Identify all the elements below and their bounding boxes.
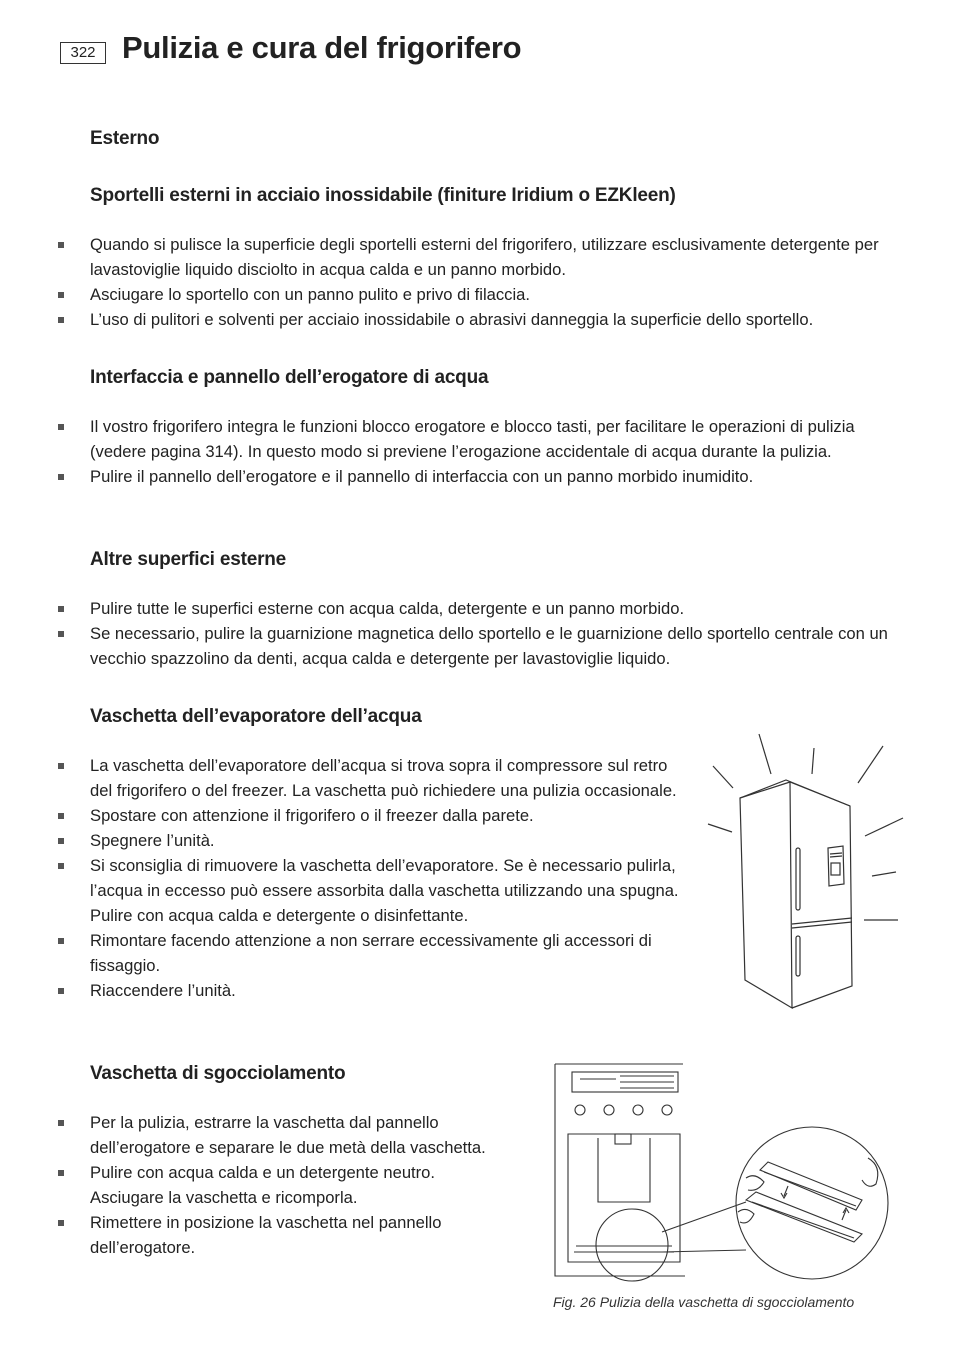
list-item: Rimettere in posizione la vaschetta nel pannello dell’erogatore. <box>58 1210 488 1260</box>
list-item: Quando si pulisce la superficie degli sportelli esterni del frigorifero, utilizzare esclusivamente detergente per lavastoviglie liquido disciolto in acqua calda e un panno morbido. <box>58 232 908 282</box>
list-item: Si sconsiglia di rimuovere la vaschetta dell’evaporatore. Se è necessario pulirla, l’acqua in eccesso può essere assorbita dalla vaschetta utilizzando una spugna. Pulire con acqua calda e detergente o disinfettante. <box>58 853 690 928</box>
list-item: Rimontare facendo attenzione a non serrare eccessivamente gli accessori di fissaggio. <box>58 928 690 978</box>
list-item: Riaccendere l’unità. <box>58 978 690 1003</box>
figure-caption: Fig. 26 Pulizia della vaschetta di sgocciolamento <box>553 1294 855 1310</box>
list-sportelli <box>58 232 908 332</box>
list-item: Asciugare lo sportello con un panno pulito e privo di filaccia. <box>58 282 908 307</box>
list-item: La vaschetta dell’evaporatore dell’acqua si trova sopra il compressore sul retro del frigorifero o del freezer. La vaschetta può richiedere una pulizia occasionale. <box>58 753 690 803</box>
heading-sportelli: Sportelli esterni in acciaio inossidabile (finiture Iridium o EZKleen) <box>90 185 676 206</box>
list-altre <box>58 596 888 671</box>
list-interfaccia <box>58 414 903 489</box>
list-item: Pulire il pannello dell’erogatore e il pannello di interfaccia con un panno morbido inumidito. <box>58 464 903 489</box>
fridge-illustration <box>700 728 910 1013</box>
list-evaporatore <box>58 753 690 1003</box>
list-item: Pulire tutte le superfici esterne con acqua calda, detergente e un panno morbido. <box>58 596 888 621</box>
list-item: Per la pulizia, estrarre la vaschetta dal pannello dell’erogatore e separare le due metà della vaschetta. <box>58 1110 488 1160</box>
page-number: 322 <box>60 42 106 64</box>
list-item: Spostare con attenzione il frigorifero o il freezer dalla parete. <box>58 803 690 828</box>
list-item: Spegnere l’unità. <box>58 828 690 853</box>
list-sgocciolamento <box>58 1110 488 1260</box>
heading-altre: Altre superfici esterne <box>90 549 287 570</box>
list-item: Se necessario, pulire la guarnizione magnetica dello sportello e le guarnizione dello sportello centrale con un vecchio spazzolino da denti, acqua calda e detergente per lavastoviglie liquido. <box>58 621 888 671</box>
heading-esterno: Esterno <box>90 128 160 149</box>
page-title: Pulizia e cura del frigorifero <box>122 30 522 65</box>
heading-interfaccia: Interfaccia e pannello dell’erogatore di acqua <box>90 367 489 388</box>
list-item: Il vostro frigorifero integra le funzioni blocco erogatore e blocco tasti, per facilitare le operazioni di pulizia (vedere pagina 314). In questo modo si previene l’erogazione accidentale di acqua durante la pulizia. <box>58 414 903 464</box>
heading-sgocciolamento: Vaschetta di sgocciolamento <box>90 1063 346 1084</box>
heading-evaporatore: Vaschetta dell’evaporatore dell’acqua <box>90 706 422 727</box>
list-item: L’uso di pulitori e solventi per acciaio inossidabile o abrasivi danneggia la superficie dello sportello. <box>58 307 908 332</box>
drip-tray-illustration <box>550 1062 910 1284</box>
list-item: Pulire con acqua calda e un detergente neutro. Asciugare la vaschetta e ricomporla. <box>58 1160 488 1210</box>
